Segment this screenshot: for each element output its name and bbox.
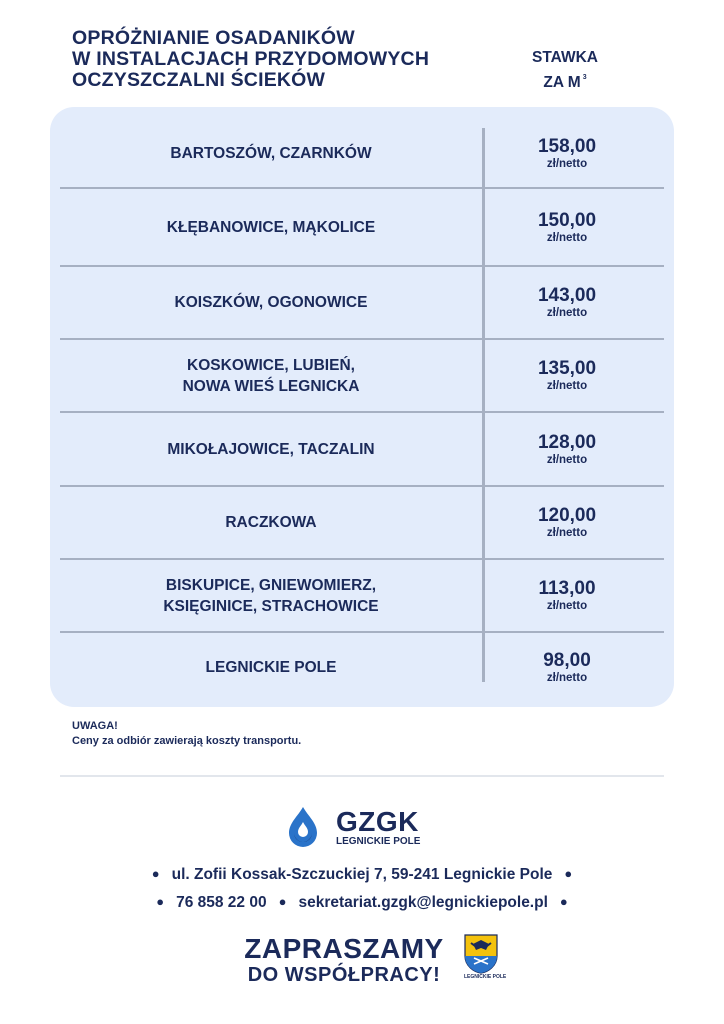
notice <box>72 719 301 749</box>
cta-line-2: DO WSPÓŁPRACY! <box>247 964 441 986</box>
rate-header-line-2 <box>520 68 610 93</box>
cta-line-1: ZAPRASZAMY <box>244 933 444 964</box>
table-row <box>60 267 664 338</box>
address-line <box>0 864 724 885</box>
page-title-line-2: W INSTALACJACH PRZYDOMOWYCH <box>72 48 430 70</box>
price-cell <box>490 190 644 265</box>
location-name: KOSKOWICE, LUBIEŃ, NOWA WIEŚ LEGNICKA <box>182 356 360 395</box>
table-row <box>60 633 664 701</box>
email-address: sekretariat.gzgk@legnickiepole.pl <box>298 894 548 911</box>
location-name: MIKOŁAJOWICE, TACZALIN <box>167 440 375 458</box>
price-amount: 128,00 <box>537 431 597 453</box>
price-unit: zł/netto <box>546 453 588 466</box>
price-unit: zł/netto <box>546 157 588 170</box>
gzgk-logo <box>286 806 446 852</box>
price-amount: 113,00 <box>538 578 596 599</box>
price-amount: 135,00 <box>537 358 597 379</box>
page-title-line-3: OCZYSZCZALNI ŚCIEKÓW <box>72 69 326 91</box>
bullet-icon: ● <box>151 866 160 881</box>
notice-title: UWAGA! <box>72 720 118 732</box>
phone-number: 76 858 22 00 <box>176 894 267 911</box>
table-row <box>60 118 664 188</box>
brand-subtitle: LEGNICKIE POLE <box>336 836 421 847</box>
rate-header-superscript: 3 <box>582 74 587 81</box>
price-unit: zł/netto <box>546 307 588 319</box>
table-row <box>60 560 664 631</box>
price-amount: 150,00 <box>537 210 597 231</box>
page-title <box>72 28 472 91</box>
table-row <box>60 190 664 265</box>
legnickie-pole-crest <box>464 934 507 986</box>
price-unit: zł/netto <box>546 232 588 244</box>
price-cell <box>490 560 644 631</box>
location-name: BARTOSZÓW, CZARNKÓW <box>170 144 372 162</box>
contact-line <box>0 892 724 913</box>
table-row <box>60 340 664 411</box>
price-cell <box>490 633 644 701</box>
bullet-icon: ● <box>278 894 287 909</box>
table-row <box>60 413 664 485</box>
brand-name: GZGK <box>336 806 419 837</box>
table-row <box>60 487 664 558</box>
price-unit: zł/netto <box>546 671 588 684</box>
price-cell <box>490 487 644 558</box>
notice-text: Ceny za odbiór zawierają koszty transportu. <box>72 735 302 747</box>
price-cell <box>490 413 644 485</box>
price-amount: 158,00 <box>537 135 597 157</box>
call-to-action <box>234 934 454 987</box>
price-cell <box>490 118 644 188</box>
price-cell <box>490 340 644 411</box>
section-divider <box>60 775 664 777</box>
location-name: KŁĘBANOWICE, MĄKOLICE <box>166 219 376 236</box>
bullet-icon: ● <box>156 894 165 909</box>
row-divider <box>60 187 664 189</box>
crest-label: LEGNICKIE POLE <box>464 974 507 980</box>
crest-icon <box>464 934 498 974</box>
bullet-icon: ● <box>559 894 568 909</box>
rate-column-header <box>520 48 610 93</box>
price-unit: zł/netto <box>546 527 588 539</box>
address: ul. Zofii Kossak-Szczuckiej 7, 59-241 Legnickie Pole <box>171 866 553 883</box>
location-name: BISKUPICE, GNIEWOMIERZ, KSIĘGINICE, STRACHOWICE <box>163 576 379 615</box>
price-amount: 143,00 <box>537 285 597 306</box>
location-name: LEGNICKIE POLE <box>205 658 337 676</box>
water-drop-icon <box>286 806 320 848</box>
price-unit: zł/netto <box>546 380 588 392</box>
price-unit: zł/netto <box>546 600 588 612</box>
bullet-icon: ● <box>564 866 573 881</box>
location-name: KOISZKÓW, OGONOWICE <box>174 294 368 311</box>
price-cell <box>490 267 644 338</box>
rate-header-line-1: STAWKA <box>531 49 598 66</box>
rate-header-unit: ZA M <box>543 74 581 91</box>
page-title-line-1: OPRÓŻNIANIE OSADANIKÓW <box>72 27 355 49</box>
price-amount: 120,00 <box>537 505 597 526</box>
location-name: RACZKOWA <box>225 514 317 531</box>
price-amount: 98,00 <box>543 649 591 671</box>
